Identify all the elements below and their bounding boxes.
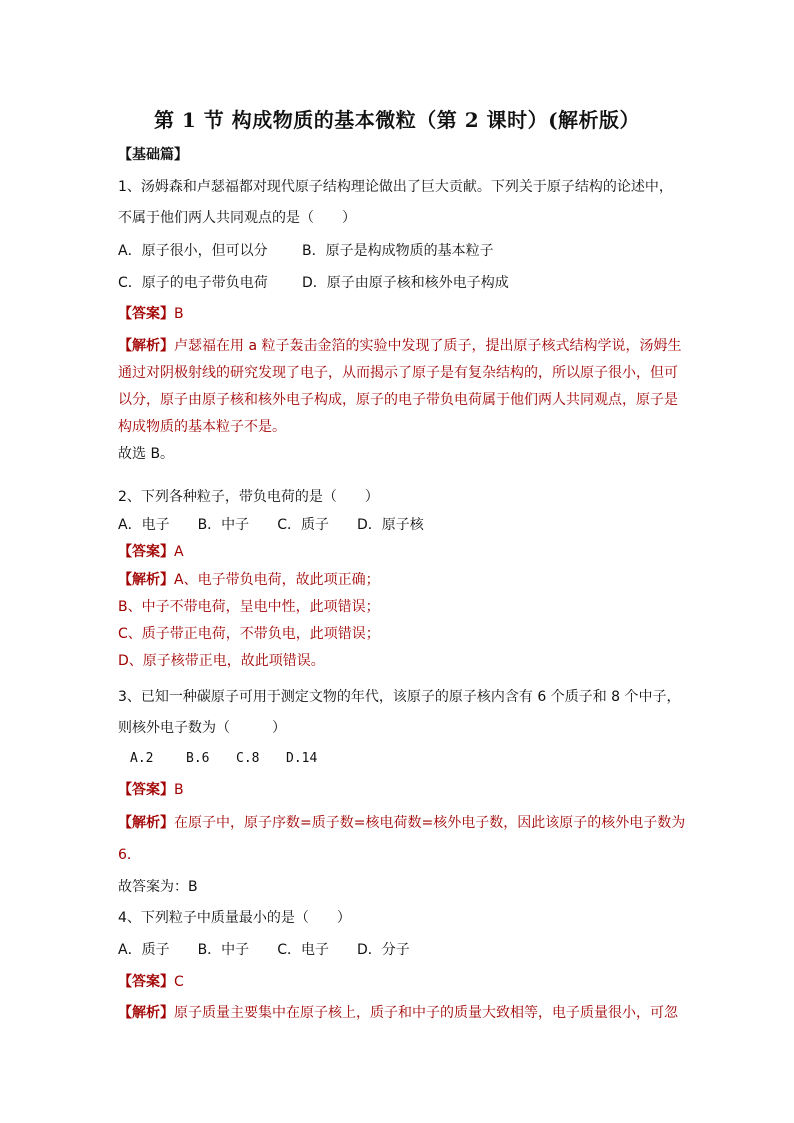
q3-option-b: B.6 [186, 751, 210, 766]
q2-option-d: D．原子核 [356, 517, 424, 533]
q1-answer [118, 305, 184, 323]
section-heading: 【基础篇】 [118, 147, 188, 163]
q2-option-c: C．质子 [277, 517, 329, 533]
q2-options [118, 516, 424, 534]
q2-analysis-line4: D、原子核带正电，故此项错误。 [118, 653, 325, 669]
q2-analysis-line3: C、质子带正电荷，不带负电，此项错误； [118, 626, 380, 642]
analysis-tag: 【解析】 [118, 1005, 174, 1021]
q4-answer [118, 973, 184, 991]
answer-value: C [174, 974, 184, 990]
q1-stem-line1: 1、汤姆森和卢瑟福都对现代原子结构理论做出了巨大贡献。下列关于原子结构的论述中， [118, 179, 673, 195]
q2-analysis-line1 [118, 571, 380, 589]
q3-option-a: A.2 [130, 751, 154, 766]
analysis-text: 原子质量主要集中在原子核上，质子和中子的质量大致相等，电子质量很小，可忽 [174, 1005, 678, 1021]
q2-option-b: B．中子 [197, 517, 250, 533]
q1-analysis-line3: 以分，原子由原子核和核外电子构成，原子的电子带负电荷属于他们两人共同观点，原子是 [118, 392, 678, 408]
q3-analysis-line1 [118, 814, 685, 832]
analysis-tag: 【解析】 [118, 815, 174, 831]
q1-stem-line2: 不属于他们两人共同观点的是（ ） [118, 210, 356, 226]
answer-value: B [174, 306, 184, 322]
q1-analysis-line1 [118, 337, 681, 355]
q3-option-d: D.14 [286, 751, 318, 766]
analysis-text: A、电子带负电荷，故此项正确； [174, 572, 380, 588]
answer-value: A [174, 544, 184, 560]
answer-tag: 【答案】 [118, 782, 174, 798]
q4-option-b: B．中子 [197, 942, 250, 958]
q2-analysis-line2: B、中子不带电荷，呈电中性，此项错误； [118, 599, 380, 615]
analysis-tag: 【解析】 [118, 572, 174, 588]
q3-stem-line1: 3、已知一种碳原子可用于测定文物的年代，该原子的原子核内含有 6 个质子和 8 个中子， [118, 689, 681, 705]
q1-options-row2 [118, 274, 509, 292]
q3-options [130, 750, 317, 768]
answer-tag: 【答案】 [118, 306, 174, 322]
q1-analysis-line2: 通过对阴极射线的研究发现了电子，从而揭示了原子是有复杂结构的，所以原子很小，但可 [118, 365, 678, 381]
q3-conclusion: 故答案为：B [118, 879, 198, 895]
q1-option-b: B．原子是构成物质的基本粒子 [302, 243, 494, 259]
analysis-text: 在原子中，原子序数=质子数=核电荷数=核外电子数，因此该原子的核外电子数为 [174, 815, 686, 831]
answer-value: B [174, 782, 184, 798]
q2-option-a: A．电子 [118, 517, 170, 533]
q3-analysis-line2: 6． [118, 847, 141, 863]
q4-analysis-line1 [118, 1004, 678, 1022]
q3-stem-line2: 则核外电子数为（ ） [118, 720, 286, 736]
q4-stem: 4、下列粒子中质量最小的是（ ） [118, 910, 351, 926]
q4-options [118, 941, 410, 959]
q4-option-c: C．电子 [277, 942, 329, 958]
q1-option-a: A．原子很小，但可以分 [118, 243, 268, 259]
answer-tag: 【答案】 [118, 544, 174, 560]
q3-answer [118, 781, 184, 799]
analysis-tag: 【解析】 [118, 338, 174, 354]
answer-tag: 【答案】 [118, 974, 174, 990]
analysis-text: 卢瑟福在用 a 粒子轰击金箔的实验中发现了质子，提出原子核式结构学说，汤姆生 [174, 338, 682, 354]
q1-option-c: C．原子的电子带负电荷 [118, 275, 268, 291]
q2-stem: 2、下列各种粒子，带负电荷的是（ ） [118, 489, 379, 505]
q1-options-row1 [118, 242, 494, 260]
q1-option-d: D．原子由原子核和核外电子构成 [302, 275, 509, 291]
q3-option-c: C.8 [236, 751, 260, 766]
q1-conclusion: 故选 B。 [118, 446, 175, 462]
page-title: 第 1 节 构成物质的基本微粒（第 2 课时）(解析版） [153, 108, 641, 132]
q2-answer [118, 543, 184, 561]
q4-option-a: A．质子 [118, 942, 170, 958]
q1-analysis-line4: 构成物质的基本粒子不是。 [118, 419, 286, 435]
q4-option-d: D．分子 [356, 942, 410, 958]
